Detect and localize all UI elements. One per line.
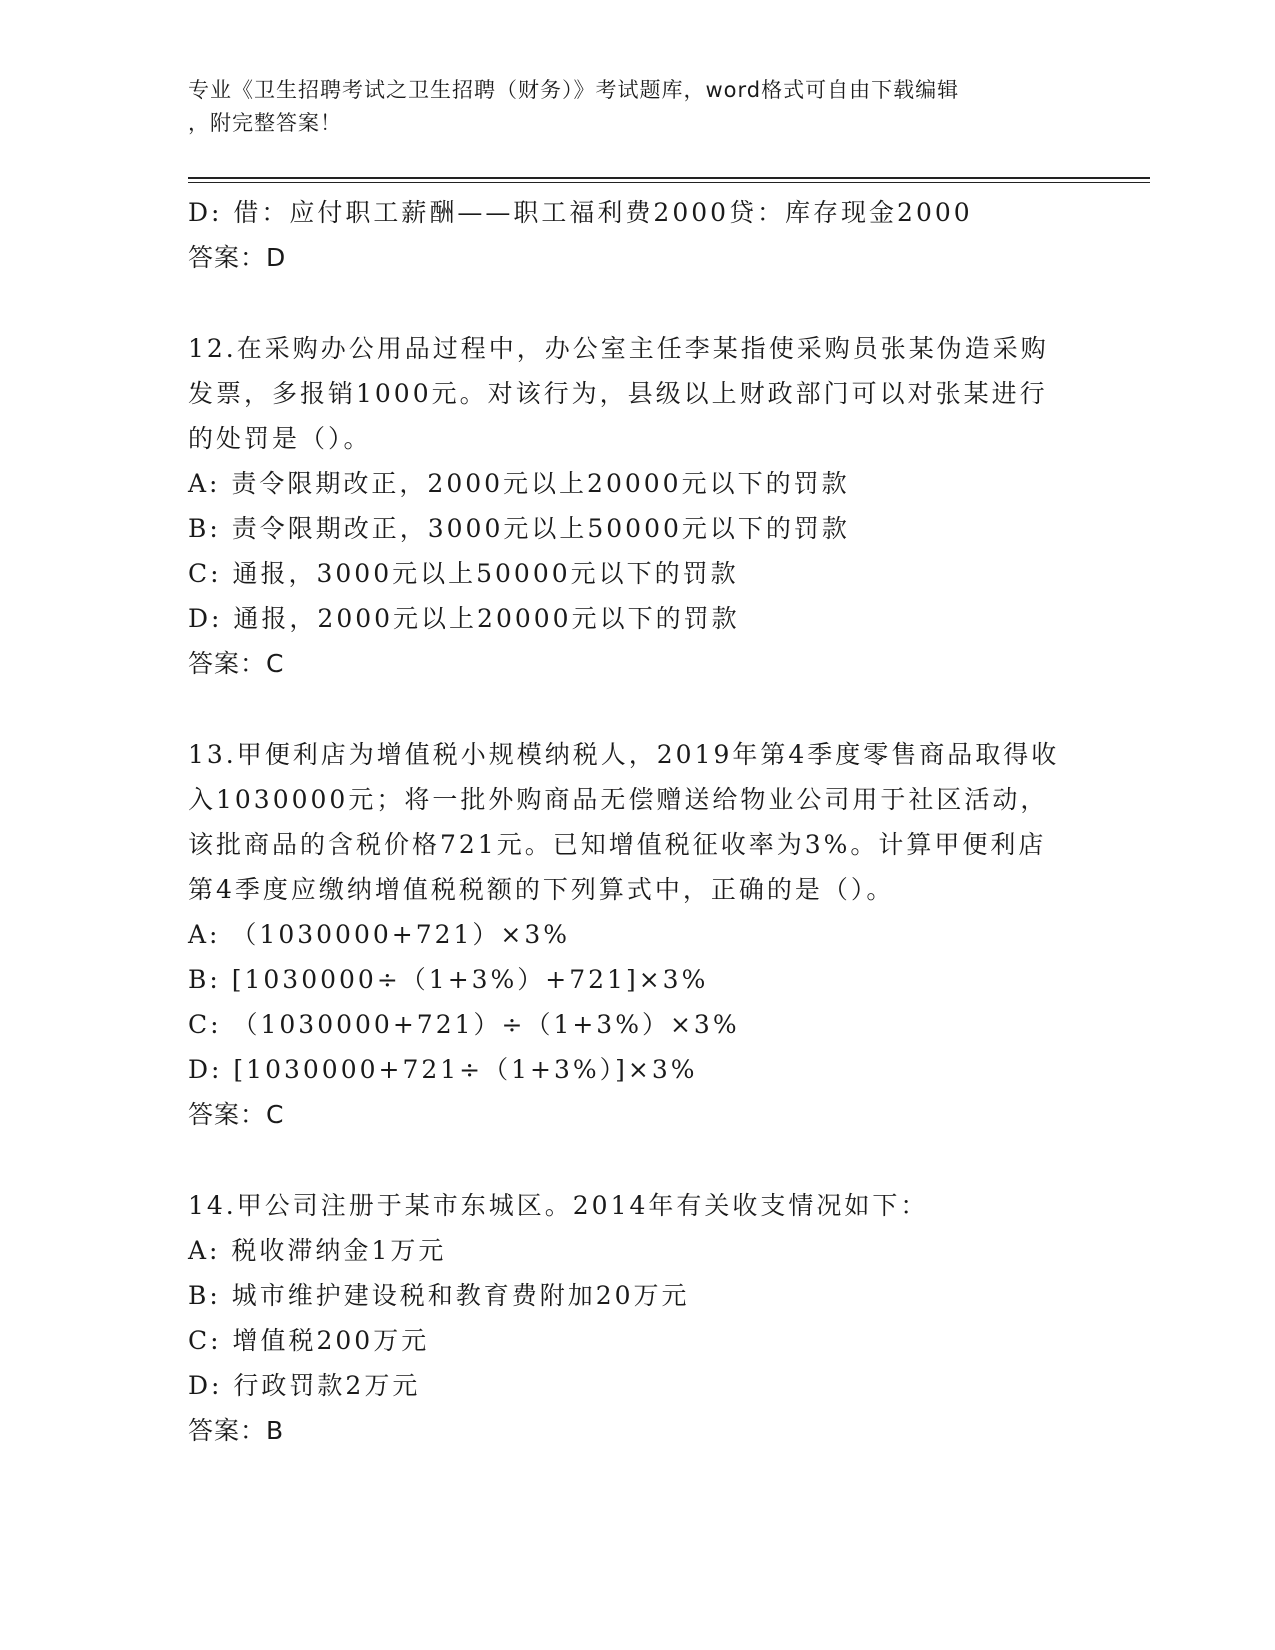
spacer <box>188 1137 1088 1183</box>
question-12 <box>188 326 1088 686</box>
option-b: B: 责令限期改正，3000元以上50000元以下的罚款 <box>188 514 850 543</box>
option-c: C: 通报，3000元以上50000元以下的罚款 <box>188 559 739 588</box>
header-line-1: 专业《卫生招聘考试之卫生招聘（财务）》考试题库，word格式可自由下载编辑 <box>188 78 960 102</box>
option-d: D: 通报，2000元以上20000元以下的罚款 <box>188 604 740 633</box>
stem-line: 发票，多报销1000元。对该行为，县级以上财政部门可以对张某进行 <box>188 379 1048 408</box>
stem-line: 该批商品的含税价格721元。已知增值税征收率为3%。计算甲便利店 <box>188 830 1047 859</box>
option-c: C: （1030000+721）÷（1+3%）×3% <box>188 1010 740 1039</box>
question-11-tail <box>188 190 1088 280</box>
question-stem <box>188 1183 1088 1228</box>
document-header <box>188 74 1068 140</box>
spacer <box>188 686 1088 732</box>
option-b: B: 城市维护建设税和教育费附加20万元 <box>188 1281 690 1310</box>
answer-line: 答案：D <box>188 243 287 272</box>
answer-line: 答案：B <box>188 1416 285 1445</box>
header-divider-thin <box>188 182 1150 183</box>
answer-line: 答案：C <box>188 1100 285 1129</box>
document-body <box>188 190 1088 1453</box>
stem-line: 12.在采购办公用品过程中，办公室主任李某指使采购员张某伪造采购 <box>188 334 1049 363</box>
answer-line: 答案：C <box>188 649 285 678</box>
stem-line: 的处罚是（）。 <box>188 424 372 453</box>
spacer <box>188 280 1088 326</box>
question-13 <box>188 732 1088 1137</box>
option-a: A: 税收滞纳金1万元 <box>188 1236 447 1265</box>
option-d: D: [1030000+721÷（1+3%）]×3% <box>188 1055 698 1084</box>
question-stem <box>188 326 1088 461</box>
option-b: B: [1030000÷（1+3%）+721]×3% <box>188 965 709 994</box>
option-d: D: 借：应付职工薪酬——职工福利费2000贷：库存现金2000 <box>188 198 973 227</box>
question-14 <box>188 1183 1088 1453</box>
question-stem <box>188 732 1088 912</box>
stem-line: 第4季度应缴纳增值税税额的下列算式中，正确的是（）。 <box>188 875 895 904</box>
header-line-2: ，附完整答案！ <box>188 111 342 135</box>
stem-line: 入1030000元；将一批外购商品无偿赠送给物业公司用于社区活动， <box>188 785 1049 814</box>
option-c: C: 增值税200万元 <box>188 1326 430 1355</box>
option-d: D: 行政罚款2万元 <box>188 1371 421 1400</box>
header-divider-thick <box>188 177 1150 179</box>
stem-line: 13.甲便利店为增值税小规模纳税人，2019年第4季度零售商品取得收 <box>188 740 1060 769</box>
option-a: A: （1030000+721）×3% <box>188 920 571 949</box>
stem-line: 14.甲公司注册于某市东城区。2014年有关收支情况如下： <box>188 1191 929 1220</box>
option-a: A: 责令限期改正，2000元以上20000元以下的罚款 <box>188 469 850 498</box>
